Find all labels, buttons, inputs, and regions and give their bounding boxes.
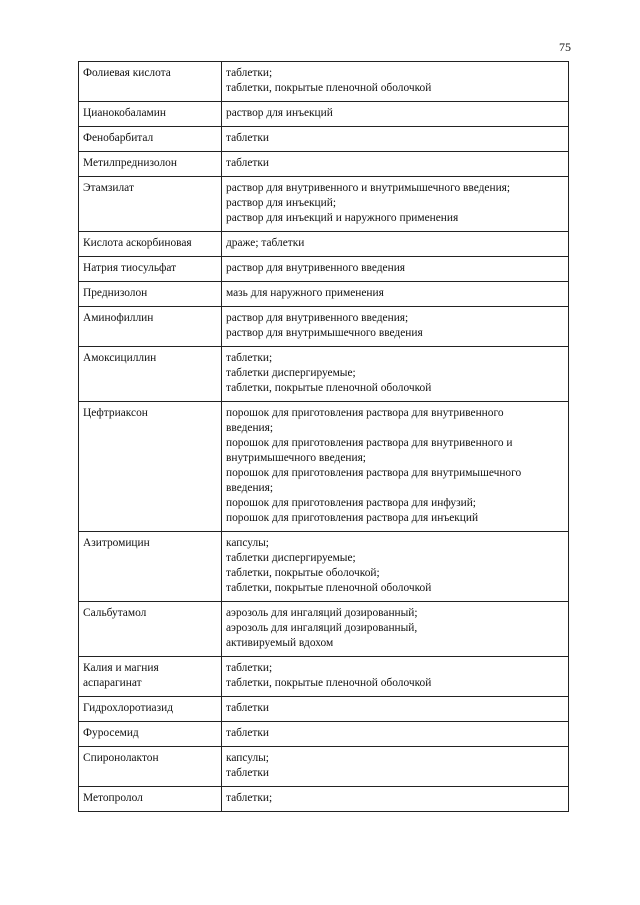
dosage-form-line: драже; таблетки bbox=[226, 237, 305, 249]
table-row bbox=[79, 102, 569, 127]
table-row bbox=[79, 532, 569, 602]
drug-name-cell bbox=[79, 747, 222, 787]
table-row bbox=[79, 257, 569, 282]
table-row bbox=[79, 657, 569, 697]
dosage-form-line: таблетки, покрытые пленочной оболочкой bbox=[226, 677, 432, 689]
dosage-form-line: таблетки bbox=[226, 767, 270, 779]
drug-table bbox=[78, 61, 569, 812]
dosage-form-line: активируемый вдохом bbox=[226, 637, 334, 649]
dosage-form-line: введения; bbox=[226, 482, 274, 494]
dosage-forms-cell bbox=[222, 747, 569, 787]
dosage-form-line: таблетки; bbox=[226, 352, 273, 364]
table-row bbox=[79, 697, 569, 722]
table-row bbox=[79, 402, 569, 532]
dosage-forms-cell bbox=[222, 532, 569, 602]
dosage-form-line: таблетки, покрытые пленочной оболочкой bbox=[226, 382, 432, 394]
dosage-form-line: порошок для приготовления раствора для инфузий; bbox=[226, 497, 476, 509]
dosage-form-line: раствор для внутривенного и внутримышечного введения; bbox=[226, 182, 511, 194]
table-row bbox=[79, 152, 569, 177]
table-row bbox=[79, 127, 569, 152]
drug-name: Калия и магния аспарагинат bbox=[83, 662, 159, 689]
drug-name-cell bbox=[79, 402, 222, 532]
drug-name-cell bbox=[79, 347, 222, 402]
dosage-forms-cell bbox=[222, 657, 569, 697]
dosage-form-line: таблетки bbox=[226, 727, 270, 739]
dosage-form-line: таблетки; bbox=[226, 792, 273, 804]
drug-name-cell bbox=[79, 102, 222, 127]
table-row bbox=[79, 602, 569, 657]
drug-name: Азитромицин bbox=[83, 537, 150, 549]
table-row bbox=[79, 62, 569, 102]
drug-name: Фенобарбитал bbox=[83, 132, 154, 144]
dosage-form-line: таблетки, покрытые оболочкой; bbox=[226, 567, 380, 579]
dosage-form-line: раствор для внутримышечного введения bbox=[226, 327, 423, 339]
drug-name: Гидрохлоротиазид bbox=[83, 702, 173, 714]
dosage-form-line: таблетки диспергируемые; bbox=[226, 367, 356, 379]
dosage-form-line: порошок для приготовления раствора для инъекций bbox=[226, 512, 479, 524]
drug-name: Аминофиллин bbox=[83, 312, 154, 324]
dosage-form-line: таблетки; bbox=[226, 67, 273, 79]
dosage-forms-cell bbox=[222, 697, 569, 722]
dosage-forms-cell bbox=[222, 307, 569, 347]
dosage-form-line: таблетки, покрытые пленочной оболочкой bbox=[226, 582, 432, 594]
dosage-form-line: капсулы; bbox=[226, 537, 269, 549]
table-row bbox=[79, 177, 569, 232]
drug-name: Фуросемид bbox=[83, 727, 139, 739]
dosage-form-line: таблетки диспергируемые; bbox=[226, 552, 356, 564]
dosage-forms-cell bbox=[222, 257, 569, 282]
dosage-form-line: порошок для приготовления раствора для внутривенного и bbox=[226, 437, 513, 449]
drug-name: Амоксициллин bbox=[83, 352, 157, 364]
dosage-form-line: таблетки bbox=[226, 157, 270, 169]
drug-name-cell bbox=[79, 282, 222, 307]
dosage-forms-cell bbox=[222, 177, 569, 232]
drug-name-cell bbox=[79, 787, 222, 812]
dosage-forms-cell bbox=[222, 602, 569, 657]
dosage-form-line: внутримышечного введения; bbox=[226, 452, 366, 464]
dosage-forms-cell bbox=[222, 347, 569, 402]
dosage-forms-cell bbox=[222, 282, 569, 307]
drug-name: Кислота аскорбиновая bbox=[83, 237, 192, 249]
drug-name-cell bbox=[79, 657, 222, 697]
dosage-form-line: таблетки bbox=[226, 702, 270, 714]
drug-name: Цефтриаксон bbox=[83, 407, 148, 419]
dosage-form-line: таблетки; bbox=[226, 662, 273, 674]
table-row bbox=[79, 232, 569, 257]
dosage-forms-cell bbox=[222, 787, 569, 812]
table-row bbox=[79, 347, 569, 402]
dosage-form-line: порошок для приготовления раствора для внутривенного bbox=[226, 407, 504, 419]
drug-name: Сальбутамол bbox=[83, 607, 147, 619]
dosage-forms-cell bbox=[222, 402, 569, 532]
drug-name-cell bbox=[79, 602, 222, 657]
drug-name: Фолиевая кислота bbox=[83, 67, 171, 79]
drug-name: Метилпреднизолон bbox=[83, 157, 177, 169]
dosage-forms-cell bbox=[222, 62, 569, 102]
drug-name-cell bbox=[79, 722, 222, 747]
dosage-form-line: раствор для инъекций bbox=[226, 107, 333, 119]
drug-name-cell bbox=[79, 307, 222, 347]
dosage-form-line: аэрозоль для ингаляций дозированный; bbox=[226, 607, 418, 619]
drug-name: Цианокобаламин bbox=[83, 107, 166, 119]
drug-name: Преднизолон bbox=[83, 287, 148, 299]
drug-name: Спиронолактон bbox=[83, 752, 159, 764]
dosage-form-line: раствор для внутривенного введения; bbox=[226, 312, 409, 324]
drug-name-cell bbox=[79, 152, 222, 177]
drug-name-cell bbox=[79, 127, 222, 152]
page-number: 75 bbox=[559, 40, 571, 54]
dosage-forms-cell bbox=[222, 127, 569, 152]
drug-name: Натрия тиосульфат bbox=[83, 262, 177, 274]
table-row bbox=[79, 787, 569, 812]
drug-name: Этамзилат bbox=[83, 182, 134, 194]
table-row bbox=[79, 747, 569, 787]
dosage-form-line: раствор для инъекций и наружного применения bbox=[226, 212, 459, 224]
table-row bbox=[79, 307, 569, 347]
drug-name-cell bbox=[79, 62, 222, 102]
dosage-form-line: аэрозоль для ингаляций дозированный, bbox=[226, 622, 418, 634]
dosage-forms-cell bbox=[222, 722, 569, 747]
drug-name-cell bbox=[79, 257, 222, 282]
dosage-forms-cell bbox=[222, 232, 569, 257]
dosage-form-line: раствор для инъекций; bbox=[226, 197, 337, 209]
dosage-forms-cell bbox=[222, 152, 569, 177]
dosage-form-line: мазь для наружного применения bbox=[226, 287, 384, 299]
drug-name: Метопролол bbox=[83, 792, 143, 804]
dosage-forms-cell bbox=[222, 102, 569, 127]
drug-name-cell bbox=[79, 177, 222, 232]
dosage-form-line: таблетки, покрытые пленочной оболочкой bbox=[226, 82, 432, 94]
drug-table-body bbox=[79, 62, 569, 812]
dosage-form-line: введения; bbox=[226, 422, 274, 434]
drug-name-cell bbox=[79, 232, 222, 257]
dosage-form-line: раствор для внутривенного введения bbox=[226, 262, 406, 274]
drug-name-cell bbox=[79, 532, 222, 602]
dosage-form-line: таблетки bbox=[226, 132, 270, 144]
drug-name-cell bbox=[79, 697, 222, 722]
table-row bbox=[79, 282, 569, 307]
table-row bbox=[79, 722, 569, 747]
dosage-form-line: капсулы; bbox=[226, 752, 269, 764]
dosage-form-line: порошок для приготовления раствора для внутримышечного bbox=[226, 467, 522, 479]
